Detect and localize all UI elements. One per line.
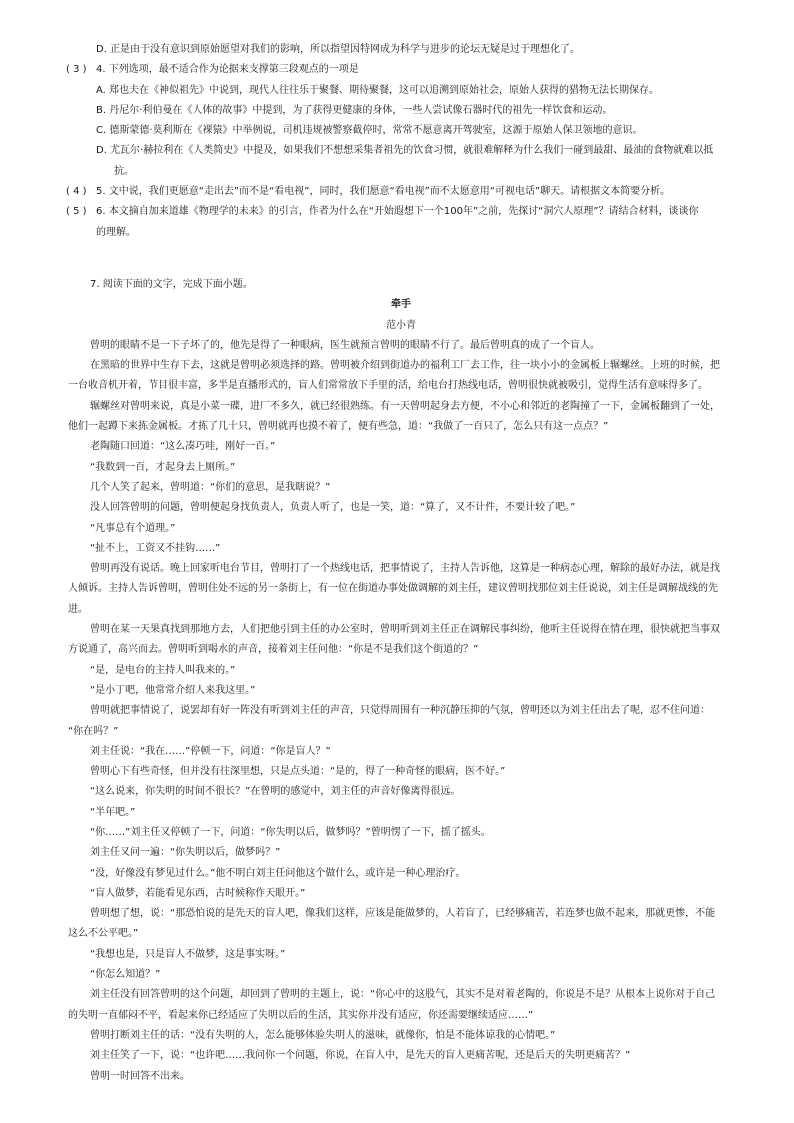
paragraph-line: 曾明心下有些奇怪，但并没有往深里想，只是点头道：“是的，得了一种奇怪的眼病，医不好。” (90, 766, 506, 778)
section-gap (66, 243, 736, 275)
paragraph-line: 刘主任没有回答曾明的这个问题，却回到了曾明的主题上，说：“你心中的这股气，其实不是对着老陶的，你说是不是？从根本上说你对于自己 (90, 989, 716, 1001)
paragraph-line: 曾明一时回答不出来。 (90, 1070, 190, 1082)
paragraph-line: “半年吧。” (90, 806, 136, 818)
paragraph-line: 几个人笑了起来，曾明道：“你们的意思，是我瞎说？” (90, 481, 331, 493)
paragraph-line: “你怎么知道？” (90, 969, 161, 981)
paragraph-line: 曾明就把事情说了，说罢却有好一阵没有听到刘主任的声音，只觉得周围有一种沉静压抑的气氛，曾明还以为刘主任出去了呢，忍不住问道： (90, 705, 710, 717)
question-text: 6. 本文摘自加来道雄《物理学的未来》的引言，作者为什么在“开始遐想下一个100年”之前，先探讨“洞穴人原理”？请结合材料，谈谈你 (96, 206, 699, 218)
paragraph-continuation: 的失明一直郁闷不平，看起来你已经适应了失明以后的生活，其实你并没有适应，你还需要继续适应……” (68, 1009, 534, 1021)
paragraph-continuation: 人倾诉。主持人告诉曾明，曾明住处不远的另一条街上，有一位在街道办事处做调解的刘主任，建议曾明找那位刘主任说说，刘主任是调解战线的先 (68, 583, 718, 595)
paragraph-line: “这么说来，你失明的时间不很长？”在曾明的感觉中，刘主任的声音好像离得很远。 (90, 786, 461, 798)
paragraph-continuation: “你在吗？” (68, 725, 119, 737)
option-line: B. 丹尼尔·利伯曼在《人体的故事》中提到，为了获得更健康的身体，一些人尝试像石器时代的祖先一样饮食和运动。 (96, 104, 613, 116)
paragraph-continuation: 一台收音机开着，节目很丰富，多半是直播形式的，盲人们常常放下手里的活，给电台打热线电话，曾明很快就被吸引，觉得生活有意味得多了。 (68, 380, 708, 392)
question-line (66, 60, 736, 80)
paragraph-line: 曾明想了想，说：“那恐怕说的是先天的盲人吧，像我们这样，应该是能做梦的，人若盲了，已经够痛苦，若连梦也做不起来，那就更惨，不能 (90, 908, 716, 920)
paragraph-continuation: 这么不公平吧。” (68, 928, 139, 940)
paragraph-line: “我数到一百，才起身去上厕所。” (90, 461, 236, 473)
story-title: 牵手 (391, 299, 411, 311)
option-line: D. 尤瓦尔·赫拉利在《人类简史》中提及，如果我们不想想采集者祖先的饮食习惯，就很难解释为什么我们一碰到最甜、最油的食物就难以抵 (96, 145, 714, 157)
paragraph-continuation: 方说通了，高兴而去。曾明听到喝水的声音，接着刘主任问他：“你是不是我们这个街道的？” (68, 644, 479, 656)
paragraph-line: 刘主任笑了一下，说：“也许吧……我问你一个问题，你说，在盲人中，是先天的盲人更痛苦呢，还是后天的失明更痛苦？” (90, 1050, 631, 1062)
paragraph-line: “凡事总有个道理。” (90, 522, 176, 534)
question-number: ( 3 ) (66, 64, 87, 76)
paragraph-line: 老陶随口回道：“这么凑巧哇，刚好一百。” (90, 441, 276, 453)
question-text: 5. 文中说，我们更愿意“走出去”而不是“看电视”，同时，我们愿意“看电视”而不太愿意用“可视电话”聊天。请根据文本简要分析。 (96, 186, 671, 198)
paragraph-line: 曾明在某一天果真找到那地方去，人们把他引到主任的办公室时，曾明听到刘主任正在调解民事纠纷，他听主任说得在情在理，很快就把当事双 (90, 624, 720, 636)
option-line: D. 正是由于没有意识到原始愿望对我们的影响，所以指望因特网成为科学与进步的论坛无疑是过于理想化了。 (96, 44, 581, 55)
paragraph-line: “盲人做梦，若能看见东西，古时候称作天眼开。” (90, 887, 306, 899)
paragraph-line: “是小丁吧，他常常介绍人来我这里。” (90, 684, 256, 696)
story-body (66, 336, 736, 1087)
paragraph-line: 没人回答曾明的问题，曾明便起身找负责人，负责人听了，也是一笑，道：“算了，又不计件，不要计较了吧。” (90, 502, 576, 514)
question-number: ( 4 ) (66, 186, 87, 198)
paragraph-line: 刘主任说：“我在……”停顿一下，问道：“你是盲人？” (90, 745, 331, 757)
option-line: C. 德斯蒙德·莫利斯在《裸猿》中举例说，司机违规被警察截停时，常常不愿意离开驾驶室，这源于原始人保卫领地的意识。 (96, 125, 643, 137)
paragraph-line: 刘主任又问一遍：“你失明以后，做梦吗？” (90, 847, 281, 859)
question-continuation: 的理解。 (96, 226, 136, 238)
story-author: 范小青 (386, 319, 416, 331)
paragraph-line: “你……”刘主任又停顿了一下，问道：“你失明以后，做梦吗？”曾明愣了一下，摇了摇头。 (90, 826, 491, 838)
paragraph-continuation: 进。 (68, 603, 88, 615)
question-line (66, 202, 736, 222)
paragraph-line: “是，是电台的主持人叫我来的。” (90, 664, 236, 676)
paragraph-line: “扯不上，工资又不挂钩……” (90, 542, 221, 554)
paragraph-line: 曾明再没有说话。晚上回家听电台节目，曾明打了一个热线电话，把事情说了，主持人告诉他，这算是一种病态心理，解除的最好办法，就是找 (90, 563, 720, 575)
option-continuation: 抗。 (114, 165, 134, 177)
paragraph-line: 在黑暗的世界中生存下去，这就是曾明必须选择的路。曾明被介绍到街道办的福利工厂去工作，往一块小小的金属板上辗螺丝。上班的时候，把 (90, 360, 720, 372)
question-block (66, 40, 736, 243)
question-number: ( 5 ) (66, 206, 87, 218)
option-line: A. 郑也夫在《神似祖先》中说到，现代人往往乐于聚餐、期待聚餐，这可以追溯到原始社会，原始人获得的猎物无法长期保存。 (96, 84, 660, 96)
paragraph-line: 曾明打断刘主任的话：“没有失明的人，怎么能够体验失明人的滋味，就像你，怕是不能体谅我的心情吧。” (90, 1029, 556, 1041)
paragraph-line: “没，好像没有梦见过什么。”他不明白刘主任问他这个做什么，或许是一种心理治疗。 (90, 867, 466, 879)
paragraph-line: 辗螺丝对曾明来说，真是小菜一碟，进厂不多久，就已经很熟练。有一天曾明起身去方便，不小心和邻近的老陶撞了一下，金属板翻到了一处， (90, 400, 720, 412)
paragraph-line: “我想也是，只是盲人不做梦，这是事实呀。” (90, 948, 286, 960)
paragraph-line: 曾明的眼睛不是一下子坏了的，他先是得了一种眼病，医生就预言曾明的眼睛不行了。最后曾明真的成了一个盲人。 (90, 339, 600, 351)
paragraph-continuation: 他们一起蹲下来拣金属板。才拣了几十只，曾明就再也摸不着了，便有些急，道：“我做了一百只了，怎么只有这一点点？” (68, 421, 609, 433)
question-line (66, 182, 736, 202)
section7-prompt: 7. 阅读下面的文字，完成下面小题。 (90, 278, 253, 290)
question-text: 4. 下列选项，最不适合作为论据来支撑第三段观点的一项是 (96, 64, 359, 76)
